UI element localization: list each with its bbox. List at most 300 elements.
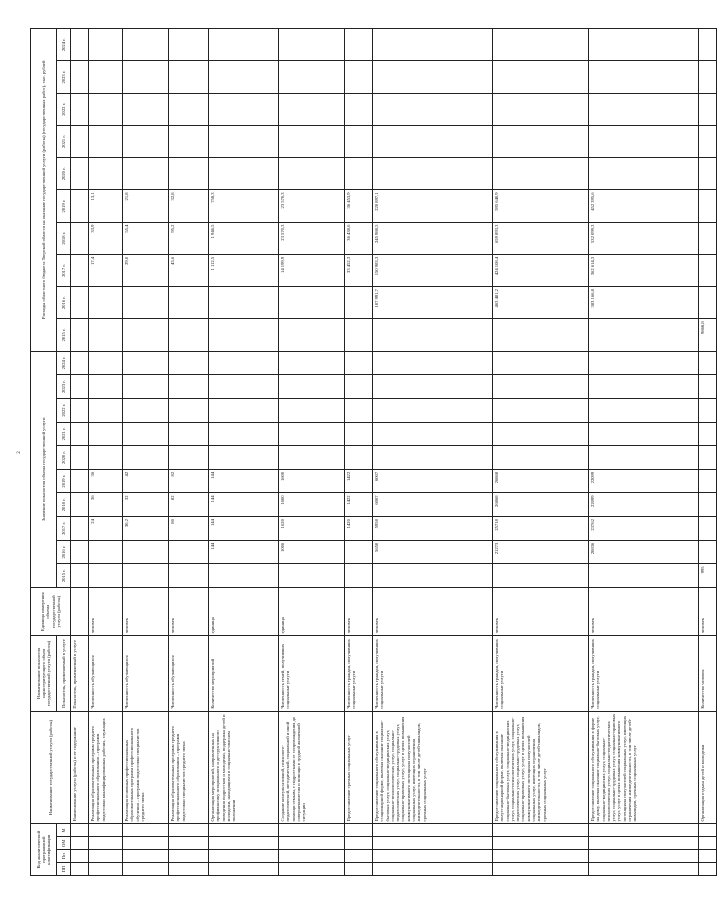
table-row xyxy=(279,29,345,876)
expense-cell xyxy=(89,287,123,319)
expense-cell xyxy=(493,61,589,93)
volume-cell xyxy=(169,398,209,422)
code-cell xyxy=(169,850,209,863)
unit-cell: человек xyxy=(345,588,373,636)
expense-cell: 33,9 xyxy=(89,222,123,254)
table-row xyxy=(345,29,373,876)
expense-cell xyxy=(123,61,169,93)
volume-cell xyxy=(71,375,89,399)
expense-cell xyxy=(345,287,373,319)
rotated-page xyxy=(30,28,705,876)
volume-cell: 5650 xyxy=(373,540,493,564)
expense-cell xyxy=(589,61,699,93)
code-cell xyxy=(699,824,717,837)
volume-cell xyxy=(699,493,717,517)
expense-cell xyxy=(699,222,717,254)
code-cell xyxy=(169,863,209,876)
expense-cell xyxy=(373,93,493,125)
table-row xyxy=(71,29,89,876)
volume-cell xyxy=(71,493,89,517)
unit-header: Единица измерения объема государственной услуги (работы) xyxy=(31,588,71,636)
expense-cell: 33 452,3 xyxy=(345,254,373,286)
indicator-cell: Показатель, применяемый в услуге xyxy=(71,636,89,711)
expense-cell: 55,4 xyxy=(123,222,169,254)
expense-cell xyxy=(279,158,345,190)
volume-cell: 1006 xyxy=(279,540,345,564)
expense-cell xyxy=(169,125,209,157)
code-cell xyxy=(279,824,345,837)
volume-cell xyxy=(493,398,589,422)
expense-cell: 43,6 xyxy=(169,254,209,286)
volume-cell xyxy=(279,422,345,446)
table-row xyxy=(123,29,169,876)
volume-cell xyxy=(89,398,123,422)
expense-cell xyxy=(123,125,169,157)
expense-cell xyxy=(373,158,493,190)
expense-cell xyxy=(589,158,699,190)
expense-year-header: 2015 г. xyxy=(57,319,71,351)
volume-cell xyxy=(493,422,589,446)
expense-cell: 1 946,5 xyxy=(209,222,279,254)
volume-year-header: 2024 г. xyxy=(57,351,71,375)
expense-cell xyxy=(209,158,279,190)
volume-cell xyxy=(589,375,699,399)
expense-cell xyxy=(209,287,279,319)
service-name-cell: Наименование услуги (работы) и ее содержание xyxy=(71,711,89,824)
volume-cell xyxy=(71,517,89,541)
code-cell xyxy=(589,837,699,850)
expense-cell: 245 988,5 xyxy=(373,222,493,254)
expense-cell xyxy=(89,319,123,351)
volume-cell xyxy=(89,422,123,446)
expense-cell: 383 166,8 xyxy=(589,287,699,319)
indicator-cell: Численность граждан, получивших социальные услуги xyxy=(589,636,699,711)
volume-cell xyxy=(89,375,123,399)
expense-cell xyxy=(279,61,345,93)
expense-cell xyxy=(71,254,89,286)
volume-group-header: Значение показателя объема государственной услуги xyxy=(31,351,57,587)
expense-cell xyxy=(589,319,699,351)
volume-cell xyxy=(71,564,89,588)
volume-cell xyxy=(373,564,493,588)
expense-cell xyxy=(169,158,209,190)
code-cell xyxy=(493,850,589,863)
volume-cell: 25718 xyxy=(493,517,589,541)
volume-cell: 144 xyxy=(209,517,279,541)
code-cell xyxy=(89,824,123,837)
expense-cell: 463 481,2 xyxy=(493,287,589,319)
volume-cell xyxy=(493,446,589,470)
volume-cell xyxy=(71,351,89,375)
volume-cell xyxy=(209,398,279,422)
expense-cell xyxy=(699,29,717,61)
service-name-cell: Организация отдыха детей и молодежи xyxy=(699,711,717,824)
volume-cell xyxy=(345,422,373,446)
code-cell xyxy=(589,824,699,837)
expense-cell xyxy=(373,29,493,61)
volume-cell xyxy=(123,375,169,399)
volume-cell xyxy=(89,351,123,375)
expense-cell: 36 438,6 xyxy=(345,222,373,254)
expense-cell xyxy=(169,287,209,319)
expense-cell xyxy=(699,125,717,157)
expense-cell xyxy=(699,61,717,93)
volume-cell xyxy=(279,446,345,470)
volume-cell xyxy=(71,446,89,470)
volume-cell: 20836 xyxy=(589,540,699,564)
expense-cell xyxy=(493,125,589,157)
volume-cell: 5958 xyxy=(373,517,493,541)
expense-cell xyxy=(373,61,493,93)
expense-cell xyxy=(123,319,169,351)
expense-cell xyxy=(345,158,373,190)
expense-group-header: Расходы областного бюджета Тверской области на оказание государственной услуги (работы) (государственных работ), тыс. рублей xyxy=(31,29,57,352)
code-cell xyxy=(373,863,493,876)
table-row xyxy=(89,29,123,876)
code-cell xyxy=(123,863,169,876)
volume-year-header: 2017 г. xyxy=(57,517,71,541)
volume-year-header: 2015 г. xyxy=(57,564,71,588)
volume-cell: 22099 xyxy=(589,469,699,493)
volume-cell xyxy=(169,564,209,588)
expense-cell xyxy=(89,93,123,125)
volume-cell xyxy=(589,446,699,470)
table-row xyxy=(493,29,589,876)
volume-cell: 1600 xyxy=(279,469,345,493)
expense-cell: 14 199,9 xyxy=(279,254,345,286)
volume-cell xyxy=(89,540,123,564)
code-cell xyxy=(71,837,89,850)
volume-cell xyxy=(373,351,493,375)
code-cell xyxy=(345,863,373,876)
expense-cell: 220 897,1 xyxy=(373,190,493,222)
expense-cell: 107 991,7 xyxy=(373,287,493,319)
service-name-cell: Создание консультативной, психолого-педагогической, методической, социальной и иной помощи семьям, с подростками от сопровождения до совершеннолетия и помощи в трудной жизненной ситуации xyxy=(279,711,345,824)
code-cell xyxy=(589,850,699,863)
volume-cell xyxy=(345,446,373,470)
volume-cell xyxy=(123,564,169,588)
indicator-cell: Численность обучающихся xyxy=(169,636,209,711)
expense-cell xyxy=(169,61,209,93)
expense-cell: 23 570,3 xyxy=(279,190,345,222)
expense-cell: 13,1 xyxy=(89,190,123,222)
volume-cell: 32 xyxy=(123,493,169,517)
expense-cell: 9868,8 xyxy=(699,319,717,351)
volume-cell xyxy=(345,540,373,564)
code-cell xyxy=(279,850,345,863)
expense-cell xyxy=(71,190,89,222)
code-cell xyxy=(209,850,279,863)
volume-cell: 80 xyxy=(169,517,209,541)
unit-cell: человек xyxy=(89,588,123,636)
indicator-header: Показатель, применяемый в услуге xyxy=(57,636,71,711)
expense-cell xyxy=(123,29,169,61)
unit-cell: единица xyxy=(279,588,345,636)
indicator-cell: Численность семей, получивших социальные услуги xyxy=(279,636,345,711)
pp-sub-header: Пп xyxy=(57,850,71,863)
code-cell xyxy=(493,863,589,876)
expense-cell xyxy=(589,125,699,157)
expense-cell xyxy=(279,29,345,61)
volume-cell: 36 xyxy=(89,469,123,493)
expense-year-header: 2021 г. xyxy=(57,125,71,157)
volume-cell: 1422 xyxy=(345,493,373,517)
volume-year-header: 2023 г. xyxy=(57,375,71,399)
service-name-cell: Реализация образовательных программ среднего профессионального образования – программ подготовки квалифицированных рабочих, служащих xyxy=(89,711,123,824)
volume-cell: 23762 xyxy=(589,517,699,541)
volume-cell xyxy=(373,398,493,422)
expense-cell: 21,8 xyxy=(123,190,169,222)
volume-cell: 82 xyxy=(169,469,209,493)
unit-cell: единица xyxy=(209,588,279,636)
service-name-cell: Предоставление срочных социальных услуг xyxy=(345,711,373,824)
m-header: М xyxy=(57,824,71,837)
volume-cell xyxy=(493,375,589,399)
volume-cell xyxy=(699,540,717,564)
volume-cell: 995 xyxy=(699,564,717,588)
volume-cell xyxy=(209,564,279,588)
volume-cell xyxy=(89,564,123,588)
expense-cell: 29,0 xyxy=(123,254,169,286)
volume-year-header: 2020 г. xyxy=(57,446,71,470)
expense-cell xyxy=(699,254,717,286)
volume-year-header: 2016 г. xyxy=(57,540,71,564)
volume-cell xyxy=(345,564,373,588)
volume-cell: 144 xyxy=(209,540,279,564)
expense-cell xyxy=(699,93,717,125)
expense-cell xyxy=(209,93,279,125)
volume-cell: 30,2 xyxy=(123,517,169,541)
expense-year-header: 2018 г. xyxy=(57,222,71,254)
expense-cell xyxy=(123,287,169,319)
volume-year-header: 2022 г. xyxy=(57,398,71,422)
volume-cell: 82 xyxy=(169,493,209,517)
expense-cell: 424 108,4 xyxy=(493,254,589,286)
volume-cell xyxy=(493,564,589,588)
expense-cell xyxy=(493,93,589,125)
volume-year-header: 2019 г. xyxy=(57,469,71,493)
volume-cell: 26868 xyxy=(493,469,589,493)
expense-cell xyxy=(209,29,279,61)
expense-cell xyxy=(169,93,209,125)
expense-cell xyxy=(345,93,373,125)
table-row xyxy=(169,29,209,876)
indicator-cell: Численность обучающихся xyxy=(123,636,169,711)
volume-cell xyxy=(279,375,345,399)
expense-year-header: 2016 г. xyxy=(57,287,71,319)
volume-cell xyxy=(123,540,169,564)
volume-cell: 21273 xyxy=(493,540,589,564)
code-cell xyxy=(123,824,169,837)
code-cell xyxy=(699,850,717,863)
expense-cell xyxy=(699,158,717,190)
expense-cell xyxy=(169,319,209,351)
expense-cell xyxy=(345,61,373,93)
expense-cell xyxy=(345,319,373,351)
expense-year-header: 2022 г. xyxy=(57,93,71,125)
code-cell xyxy=(169,837,209,850)
volume-cell xyxy=(589,398,699,422)
expense-cell xyxy=(589,93,699,125)
volume-cell xyxy=(699,375,717,399)
expense-cell xyxy=(279,319,345,351)
volume-cell xyxy=(345,398,373,422)
code-cell xyxy=(209,863,279,876)
expense-cell xyxy=(89,61,123,93)
volume-cell xyxy=(169,540,209,564)
code-cell xyxy=(699,863,717,876)
code-cell xyxy=(345,824,373,837)
service-name-cell: Реализация основных профессиональных образовательных программ профессионального обучения – программ подготовки специалистов среднего звена xyxy=(123,711,169,824)
volume-cell: 22099 xyxy=(589,493,699,517)
expense-year-header: 2020 г. xyxy=(57,158,71,190)
volume-cell: 24 xyxy=(89,517,123,541)
expense-cell xyxy=(89,29,123,61)
classification-header: Код аналитической программной классификации xyxy=(31,824,57,876)
code-cell xyxy=(373,824,493,837)
expense-cell xyxy=(493,158,589,190)
volume-cell xyxy=(209,375,279,399)
code-cell xyxy=(493,824,589,837)
expense-cell xyxy=(493,319,589,351)
volume-cell xyxy=(123,398,169,422)
indicator-cell: Численность граждан, получивших социальные услуги xyxy=(345,636,373,711)
pp-header: ПП xyxy=(57,863,71,876)
volume-cell xyxy=(279,398,345,422)
expense-cell xyxy=(373,125,493,157)
volume-year-header: 2018 г. xyxy=(57,493,71,517)
code-cell xyxy=(279,863,345,876)
expense-cell: 95,2 xyxy=(169,222,209,254)
volume-cell xyxy=(209,422,279,446)
expense-cell xyxy=(209,319,279,351)
expense-cell xyxy=(279,287,345,319)
volume-cell: 6007 xyxy=(373,469,493,493)
volume-cell: 6007 xyxy=(373,493,493,517)
code-cell xyxy=(71,824,89,837)
indicator-group-header: Наименование показателя характеризующего объем государственной услуги (работы) xyxy=(31,636,57,711)
volume-cell: 26868 xyxy=(493,493,589,517)
volume-cell xyxy=(699,469,717,493)
expense-cell xyxy=(589,29,699,61)
volume-cell: 42 xyxy=(123,469,169,493)
unit-cell: человек xyxy=(699,588,717,636)
code-cell xyxy=(699,837,717,850)
volume-cell xyxy=(699,398,717,422)
expense-year-header: 2024 г. xyxy=(57,29,71,61)
table-row xyxy=(373,29,493,876)
code-cell xyxy=(345,837,373,850)
volume-cell xyxy=(279,564,345,588)
unit-cell xyxy=(71,588,89,636)
code-cell xyxy=(209,824,279,837)
volume-cell: 144 xyxy=(209,493,279,517)
indicator-cell: Численность обучающихся xyxy=(89,636,123,711)
code-cell xyxy=(209,837,279,850)
expense-cell: 659 893,3 xyxy=(493,222,589,254)
volume-cell xyxy=(209,446,279,470)
expense-cell xyxy=(209,61,279,93)
service-name-cell: Реализация образовательных программ среднего профессионального образования – программ подготовки специалистов среднего звена xyxy=(169,711,209,824)
indicator-cell: Количество мероприятий xyxy=(209,636,279,711)
code-cell xyxy=(589,863,699,876)
unit-cell: человек xyxy=(493,588,589,636)
code-cell xyxy=(123,850,169,863)
expense-cell xyxy=(699,287,717,319)
volume-cell xyxy=(123,422,169,446)
unit-cell: человек xyxy=(589,588,699,636)
volume-cell: 144 xyxy=(209,469,279,493)
code-cell xyxy=(169,824,209,837)
code-cell xyxy=(493,837,589,850)
table-row xyxy=(589,29,699,876)
expense-cell xyxy=(345,125,373,157)
volume-cell: 1422 xyxy=(345,469,373,493)
volume-cell xyxy=(345,375,373,399)
volume-cell xyxy=(71,422,89,446)
expense-year-header: 2019 г. xyxy=(57,190,71,222)
volume-cell xyxy=(89,446,123,470)
expense-cell: 1 112,5 xyxy=(209,254,279,286)
expense-cell xyxy=(71,29,89,61)
expense-cell: 150 983,3 xyxy=(373,254,493,286)
volume-cell: 1420 xyxy=(345,517,373,541)
service-name-cell: Организация мероприятий, направленных на профилактику асоциального и деструктивного поведения подростков и молодежи, поддержка детей и молодежи, находящихся в социально-опасном положении xyxy=(209,711,279,824)
code-cell xyxy=(373,850,493,863)
expense-cell: 32,8 xyxy=(169,190,209,222)
indicator-cell: Численность граждан, получивших социальные услуги xyxy=(493,636,589,711)
expense-cell: 758,3 xyxy=(209,190,279,222)
expense-cell xyxy=(279,125,345,157)
volume-cell xyxy=(373,446,493,470)
indicator-cell: Количество человек xyxy=(699,636,717,711)
expense-cell xyxy=(279,93,345,125)
code-cell xyxy=(345,850,373,863)
volume-cell xyxy=(345,351,373,375)
volume-cell xyxy=(169,446,209,470)
volume-cell xyxy=(169,351,209,375)
om-header: ОМ xyxy=(57,837,71,850)
volume-cell: 1600 xyxy=(279,493,345,517)
expense-cell xyxy=(89,158,123,190)
expense-cell: 532 099,3 xyxy=(589,222,699,254)
code-cell xyxy=(89,837,123,850)
services-table xyxy=(30,28,717,876)
expense-cell xyxy=(71,93,89,125)
service-name-cell: Предоставление социального обслуживания в стационарной форме, включая оказание социально-бытовых услуг, социально-медицинских услуг, социально-психологических услуг, социально-педагогических услуг, социально-трудовых услуг, социально-правовых услуг, услуг в целях повышения коммуникативного потенциала получателей социальных услуг, имеющих ограничения жизнедеятельности, в том числе детей-инвалидов, срочных социальных услуг xyxy=(373,711,493,824)
code-cell xyxy=(71,863,89,876)
volume-cell xyxy=(589,564,699,588)
volume-cell xyxy=(209,351,279,375)
expense-year-header: 2023 г. xyxy=(57,61,71,93)
volume-cell xyxy=(699,446,717,470)
expense-cell xyxy=(169,29,209,61)
expense-cell: 362 614,3 xyxy=(589,254,699,286)
expense-cell xyxy=(71,319,89,351)
code-cell xyxy=(123,837,169,850)
expense-cell xyxy=(89,125,123,157)
volume-cell xyxy=(169,422,209,446)
expense-cell xyxy=(71,222,89,254)
expense-cell xyxy=(71,158,89,190)
code-cell xyxy=(373,837,493,850)
volume-cell xyxy=(71,398,89,422)
expense-cell: 452 395,6 xyxy=(589,190,699,222)
expense-cell xyxy=(493,29,589,61)
table-row xyxy=(699,29,717,876)
unit-cell: человек xyxy=(123,588,169,636)
volume-cell: 1620 xyxy=(279,517,345,541)
